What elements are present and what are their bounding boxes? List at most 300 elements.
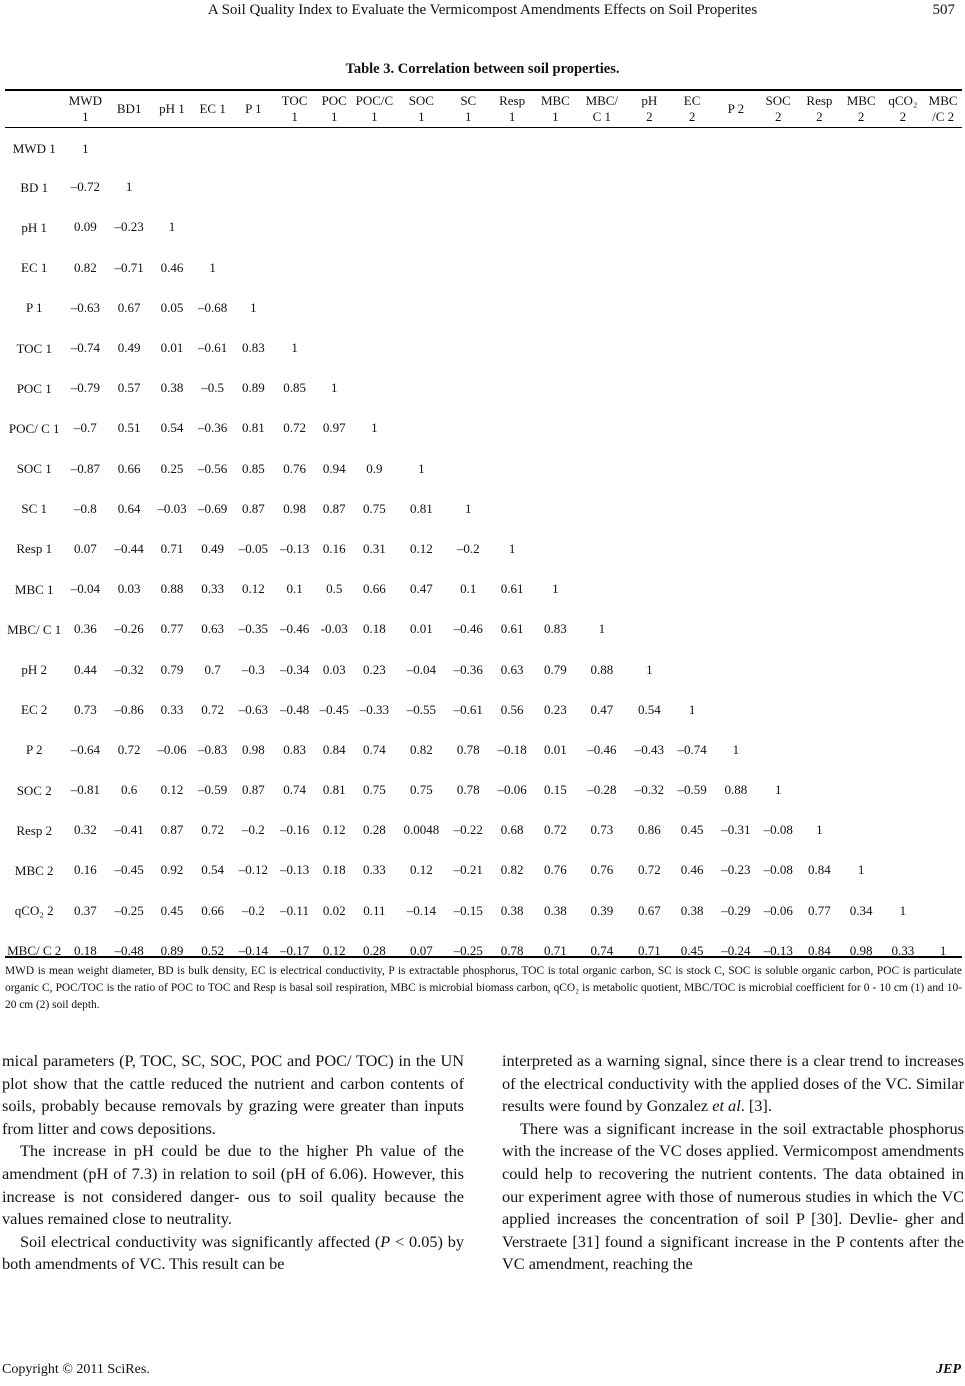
table-cell: 0.9	[366, 460, 383, 476]
table-cell: 0.87	[160, 822, 184, 838]
column-header-line: 2	[899, 108, 907, 124]
empty-cell	[841, 770, 882, 810]
table-cell: 0.82	[500, 862, 524, 878]
empty-cell	[447, 368, 489, 408]
table-row	[5, 569, 962, 609]
empty-cell	[489, 167, 535, 207]
table-cell: 0.98	[241, 741, 265, 757]
table-cell: 0.01	[409, 621, 433, 637]
empty-cell	[107, 127, 151, 167]
table-cell: 0.36	[73, 621, 97, 637]
empty-cell	[881, 127, 924, 167]
empty-cell	[447, 449, 489, 489]
table-cell: 0.47	[409, 581, 433, 597]
empty-cell	[447, 248, 489, 288]
empty-cell	[841, 810, 882, 850]
column-header-line: 1	[82, 108, 89, 124]
table-cell: –0.45	[319, 701, 349, 717]
empty-cell	[671, 368, 714, 408]
empty-cell	[671, 328, 714, 368]
table-row	[5, 207, 962, 247]
empty-cell	[671, 207, 714, 247]
table-cell: 0.6	[121, 782, 138, 798]
table-cell: 0.83	[241, 340, 265, 356]
table-cell: 1	[552, 581, 559, 597]
table-cell: –0.43	[634, 741, 664, 757]
column-header-line: 1	[508, 108, 516, 124]
empty-cell	[628, 449, 671, 489]
table-cell: 0.81	[409, 500, 433, 516]
table-cell: 0.28	[363, 822, 386, 838]
empty-cell	[841, 127, 882, 167]
empty-cell	[713, 248, 758, 288]
empty-cell	[274, 167, 315, 207]
table-cell: 1	[250, 299, 257, 315]
empty-cell	[798, 167, 841, 207]
row-label: SOC 2	[16, 782, 52, 798]
empty-cell	[758, 609, 798, 649]
table-cell: 0.45	[160, 902, 184, 918]
table-cell: –0.35	[238, 621, 268, 637]
table-row	[5, 730, 962, 770]
row-label: MBC/ C 1	[7, 621, 62, 637]
running-head	[0, 0, 965, 22]
column-header-line: SOC	[765, 92, 791, 108]
empty-cell	[798, 569, 841, 609]
empty-cell	[274, 207, 315, 247]
empty-cell	[395, 368, 447, 408]
table-cell: 0.02	[322, 902, 346, 918]
table-cell: 0.78	[456, 782, 480, 798]
table-cell: –0.29	[721, 902, 751, 918]
table-cell: 0.18	[363, 621, 386, 637]
empty-cell	[671, 288, 714, 328]
empty-cell	[535, 408, 576, 448]
table-row	[5, 690, 962, 730]
empty-cell	[713, 690, 758, 730]
table-cell: –0.26	[114, 621, 144, 637]
correlation-table	[5, 90, 962, 971]
empty-cell	[447, 167, 489, 207]
text-run: interpreted as a warning signal, since there is a clear trend to increases of the electrical conductivity with the applied doses of the VC. Similar results were found by Gonzalez	[502, 1051, 964, 1116]
column-header	[63, 90, 107, 127]
row-label: POC/ C 1	[8, 420, 60, 436]
empty-cell	[628, 248, 671, 288]
empty-cell	[758, 449, 798, 489]
table-cell: 0.0048	[403, 822, 440, 838]
table-cell: 0.33	[891, 942, 915, 958]
table-row	[5, 891, 962, 931]
empty-cell	[713, 449, 758, 489]
column-header	[841, 90, 882, 127]
empty-cell	[576, 368, 628, 408]
table-cell: 0.54	[160, 420, 184, 436]
empty-cell	[924, 127, 962, 167]
page-number: 507	[932, 2, 955, 18]
table-cell: –0.5	[201, 380, 225, 396]
empty-cell	[576, 489, 628, 529]
empty-cell	[924, 609, 962, 649]
table-cell: 0.66	[117, 460, 141, 476]
table-cell: 0.05	[160, 299, 184, 315]
empty-cell	[841, 609, 882, 649]
empty-cell	[489, 127, 535, 167]
empty-cell	[841, 649, 882, 689]
table-cell: 0.45	[680, 822, 704, 838]
body-paragraph	[2, 1231, 464, 1276]
table-cell: 0.01	[544, 741, 567, 757]
table-cell: –0.16	[279, 822, 310, 838]
column-header-line: 2	[774, 108, 782, 124]
table-cell: –0.08	[763, 822, 793, 838]
table-cell: 0.57	[117, 380, 141, 396]
empty-cell	[395, 127, 447, 167]
text-run: Soil electrical conductivity was significantly affected (	[20, 1231, 381, 1251]
table-cell: –0.04	[406, 661, 436, 677]
empty-cell	[395, 408, 447, 448]
empty-cell	[535, 167, 576, 207]
row-label: EC 1	[21, 260, 48, 276]
table-cell: 0.88	[590, 661, 614, 677]
row-label: MBC 1	[14, 581, 54, 597]
table-cell: –0.23	[114, 219, 144, 235]
empty-cell	[798, 449, 841, 489]
empty-cell	[924, 891, 962, 931]
table-cell: 0.76	[544, 862, 567, 878]
empty-cell	[489, 368, 535, 408]
empty-cell	[576, 529, 628, 569]
column-header	[671, 90, 714, 127]
table-cell: 0.66	[201, 902, 225, 918]
empty-cell	[924, 770, 962, 810]
table-cell: 1	[899, 902, 907, 918]
table-cell: 0.33	[160, 701, 184, 717]
table-cell: –0.63	[238, 701, 268, 717]
table-cell: 0.54	[637, 701, 661, 717]
empty-cell	[151, 167, 193, 207]
empty-cell	[535, 127, 576, 167]
empty-cell	[274, 127, 315, 167]
body-paragraph: There was a significant increase in the soil extractable phosphorus with the increase of the VC doses applied. Vermicompost amendments could help to recovering the nutrient contents. The data obtained in our experiment agree with those of numerous studies in which the VC applied increases the concentration of soil P [30]. Devlie- gher and Verstraete [31] found a significant increase in the P contents after the VC amendment, reaching the	[502, 1118, 964, 1274]
column-header-line: 1	[552, 108, 559, 124]
table-cell: 0.1	[460, 581, 477, 597]
table-cell: –0.69	[198, 500, 228, 516]
table-cell: 0.74	[590, 942, 614, 958]
empty-cell	[354, 167, 396, 207]
column-header-line: 1	[330, 108, 338, 124]
text-run: . [3].	[740, 1096, 772, 1116]
table-cell: 1	[732, 741, 740, 757]
empty-cell	[193, 127, 233, 167]
empty-cell	[193, 167, 233, 207]
copyright-notice: Copyright © 2011 SciRes.	[2, 1362, 150, 1377]
empty-cell	[924, 368, 962, 408]
table-cell: 0.12	[409, 540, 433, 556]
body-paragraph	[502, 1050, 964, 1118]
empty-cell	[151, 127, 193, 167]
table-cell: 0.98	[849, 942, 873, 958]
table-cell: 0.38	[680, 902, 704, 918]
column-header-line: MWD	[68, 92, 102, 108]
empty-cell	[758, 569, 798, 609]
empty-cell	[671, 609, 714, 649]
column-header-line: 1	[465, 108, 472, 124]
empty-cell	[841, 690, 882, 730]
table-cell: –0.46	[587, 741, 617, 757]
table-cell: 0.82	[73, 259, 97, 275]
row-label: MWD 1	[12, 141, 56, 157]
empty-cell	[758, 288, 798, 328]
table-cell: 0.16	[73, 862, 97, 878]
table-cell: 0.18	[322, 862, 346, 878]
empty-cell	[924, 529, 962, 569]
column-header-line: qCO₂	[888, 92, 918, 108]
table-cell: –0.83	[198, 741, 228, 757]
empty-cell	[447, 207, 489, 247]
row-label: SC 1	[21, 501, 48, 517]
empty-cell	[628, 569, 671, 609]
empty-cell	[924, 167, 962, 207]
table-cell: 0.33	[201, 581, 225, 597]
table-cell: 0.07	[73, 540, 97, 556]
empty-cell	[713, 127, 758, 167]
empty-cell	[758, 368, 798, 408]
column-header-line: 1	[291, 108, 298, 124]
empty-cell	[713, 569, 758, 609]
empty-cell	[713, 489, 758, 529]
table-cell: 1	[598, 621, 606, 637]
empty-cell	[881, 609, 924, 649]
empty-cell	[798, 248, 841, 288]
empty-cell	[841, 288, 882, 328]
empty-cell	[798, 489, 841, 529]
italic-text: P	[380, 1231, 391, 1251]
table-cell: –0.36	[198, 420, 228, 436]
column-header	[395, 90, 447, 127]
empty-cell	[489, 288, 535, 328]
empty-cell	[576, 288, 628, 328]
empty-cell	[924, 408, 962, 448]
running-title: A Soil Quality Index to Evaluate the Vermicompost Amendments Effects on Soil Properites	[207, 2, 758, 18]
table-cell: 1	[291, 340, 298, 356]
empty-cell	[628, 489, 671, 529]
empty-cell	[881, 288, 924, 328]
empty-cell	[881, 730, 924, 770]
table-cell: –0.56	[198, 460, 228, 476]
table-cell: 0.23	[363, 661, 386, 677]
column-header-line: SOC	[408, 92, 434, 108]
empty-cell	[713, 609, 758, 649]
table-cell: 0.46	[160, 259, 184, 275]
table-cell: –0.61	[453, 701, 483, 717]
empty-cell	[758, 328, 798, 368]
column-header-line: EC 1	[199, 100, 226, 116]
table-cell: 0.12	[322, 822, 346, 838]
column-header	[628, 90, 671, 127]
table-cell: 0.38	[160, 380, 184, 396]
table-cell: 0.52	[201, 942, 225, 958]
column-header-line: MBC	[540, 92, 570, 108]
table-row	[5, 288, 962, 328]
table-cell: –0.44	[114, 540, 144, 556]
empty-cell	[315, 328, 354, 368]
table-cell: –0.74	[70, 340, 100, 356]
table-cell: 0.79	[160, 661, 184, 677]
table-row	[5, 770, 962, 810]
table-cell: 0.83	[544, 621, 567, 637]
table-cell: 1	[465, 500, 472, 516]
table-cell: 0.63	[500, 661, 524, 677]
table-cell: 0.03	[322, 661, 346, 677]
empty-cell	[395, 167, 447, 207]
table-cell: –0.22	[453, 822, 483, 838]
empty-cell	[881, 649, 924, 689]
column-header	[193, 90, 233, 127]
table-cell: –0.3	[241, 661, 265, 677]
table-cell: 0.86	[637, 822, 661, 838]
table-cell: –0.12	[238, 862, 268, 878]
empty-cell	[713, 368, 758, 408]
table-cell: –0.03	[157, 500, 187, 516]
table-cell: 0.45	[680, 942, 704, 958]
empty-cell	[489, 408, 535, 448]
table-cell: –0.34	[279, 661, 310, 677]
table-cell: –0.41	[114, 822, 144, 838]
table-cell: –0.79	[70, 380, 100, 396]
empty-cell	[489, 489, 535, 529]
empty-cell	[489, 449, 535, 489]
table-cell: 0.78	[500, 942, 524, 958]
empty-cell	[881, 810, 924, 850]
empty-cell	[395, 288, 447, 328]
empty-cell	[758, 529, 798, 569]
table-cell: –0.7	[73, 420, 97, 436]
column-header-line: MBC	[846, 92, 876, 108]
table-cell: 0.38	[544, 902, 567, 918]
table-cell: 0.31	[363, 540, 386, 556]
empty-cell	[535, 207, 576, 247]
column-header-line: SC	[460, 92, 477, 108]
table-cell: 0.97	[322, 420, 346, 436]
empty-cell	[798, 730, 841, 770]
table-cell: 0.82	[409, 741, 433, 757]
empty-cell	[628, 167, 671, 207]
table-row	[5, 328, 962, 368]
table-cell: 1	[646, 661, 653, 677]
empty-cell	[841, 368, 882, 408]
empty-cell	[924, 449, 962, 489]
empty-cell	[881, 569, 924, 609]
table-cell: 1	[168, 219, 176, 235]
table-cell: 0.61	[500, 621, 524, 637]
table-cell: 0.77	[160, 621, 184, 637]
table-cell: –0.08	[763, 862, 793, 878]
empty-cell	[315, 288, 354, 328]
empty-cell	[881, 167, 924, 207]
table-cell: 0.76	[590, 862, 614, 878]
table-cell: –0.74	[677, 741, 707, 757]
table-cell: 0.73	[73, 701, 97, 717]
empty-cell	[798, 127, 841, 167]
table-cell: 0.46	[680, 862, 704, 878]
body-paragraph: mical parameters (P, TOC, SC, SOC, POC and POC/ TOC) in the UN plot show that the cattle reduced the nutrient and carbon contents of soils, probably because removals by grazing were greater than inputs from litter and cows depositions.	[2, 1051, 464, 1138]
row-label: pH 2	[21, 662, 48, 678]
empty-cell	[671, 449, 714, 489]
column-header-line: P 2	[727, 100, 745, 116]
table-cell: 0.71	[160, 540, 184, 556]
empty-cell	[881, 328, 924, 368]
table-cell: 1	[371, 420, 378, 436]
table-cell: 0.25	[160, 460, 184, 476]
table-cell: 0.12	[241, 581, 265, 597]
column-header	[713, 90, 758, 127]
empty-cell	[535, 248, 576, 288]
table-cell: 0.47	[590, 701, 614, 717]
table-title: Table 3. Correlation between soil properties.	[345, 61, 620, 77]
table-cell: –0.25	[114, 902, 144, 918]
column-header-line: pH	[641, 92, 658, 108]
column-header	[274, 90, 315, 127]
empty-cell	[447, 408, 489, 448]
table-cell: –0.2	[241, 902, 265, 918]
empty-cell	[924, 489, 962, 529]
empty-cell	[924, 690, 962, 730]
column-header-line: 2	[688, 108, 696, 124]
empty-cell	[576, 408, 628, 448]
empty-cell	[628, 127, 671, 167]
empty-cell	[354, 288, 396, 328]
table-cell: 0.75	[363, 782, 386, 798]
column-header-line: TOC	[281, 92, 308, 108]
empty-cell	[758, 408, 798, 448]
column-header-line: 2	[816, 108, 823, 124]
table-cell: 0.67	[637, 902, 661, 918]
empty-cell	[576, 167, 628, 207]
table-cell: 0.72	[283, 420, 306, 436]
table-cell: –0.87	[70, 460, 100, 476]
row-label: pH 1	[21, 219, 48, 235]
empty-cell	[354, 328, 396, 368]
table-row	[5, 167, 962, 207]
empty-cell	[315, 167, 354, 207]
empty-cell	[489, 328, 535, 368]
table-cell: –0.86	[114, 701, 144, 717]
table-cell: 0.71	[544, 942, 567, 958]
table-footnote: MWD is mean weight diameter, BD is bulk density, EC is electrical conductivity, P is extractable phosphorus, TOC is total organic carbon, SC is stock C, SOC is soluble organic carbon, POC is particulate organic C, POC/TOC is the ratio of POC to TOC and Resp is basal soil respiration, MBC is microbial biomass carbon, qCO₂ is metabolic quotient, MBC/TOC is microbial coefficient for 0 - 10 cm (1) and 10-20 cm (2) soil depth.	[5, 965, 962, 1011]
empty-cell	[841, 328, 882, 368]
table-cell: 0.01	[160, 340, 184, 356]
column-header-line: /C 2	[932, 108, 955, 124]
table-cell: -0.03	[320, 621, 348, 637]
empty-cell	[395, 328, 447, 368]
empty-cell	[841, 207, 882, 247]
table-cell: –0.81	[70, 782, 100, 798]
table-cell: 0.75	[363, 500, 386, 516]
table-cell: –0.45	[114, 862, 144, 878]
column-header	[151, 90, 193, 127]
table-cell: –0.31	[721, 822, 751, 838]
table-header-row	[5, 90, 962, 127]
table-cell: –0.06	[497, 782, 527, 798]
table-cell: 0.7	[204, 661, 221, 677]
table-cell: 0.71	[637, 942, 661, 958]
table-cell: 0.72	[544, 822, 567, 838]
table-cell: 0.56	[500, 701, 524, 717]
table-cell: 0.1	[286, 581, 303, 597]
empty-cell	[193, 207, 233, 247]
table-cell: 0.85	[241, 460, 265, 476]
column-header	[798, 90, 841, 127]
